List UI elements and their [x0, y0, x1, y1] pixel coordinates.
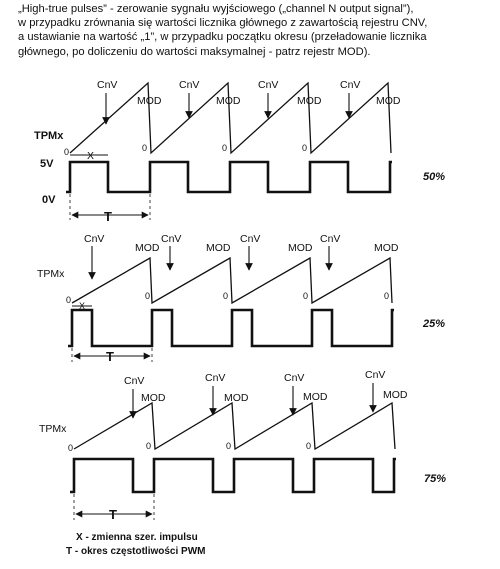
zero-label: 0 [302, 143, 308, 153]
description-line: w przypadku zrównania się wartości licznika głównego z zawartością rejestru CNV, [18, 17, 428, 30]
zero-label: 0 [384, 291, 390, 301]
zero-label: 0 [146, 441, 152, 451]
t-label: T [109, 507, 117, 522]
0v-label: 0V [42, 194, 56, 206]
mod-label: MOD [224, 392, 249, 404]
pwm-signal [68, 310, 394, 346]
cnv-label: CnV [240, 233, 261, 245]
zero-label: 0 [226, 441, 232, 451]
cnv-label: CnV [124, 375, 145, 387]
duty-cycle-label: 25% [423, 318, 446, 330]
duty-cycle-label: 50% [423, 171, 446, 183]
panel-50-percent [34, 79, 445, 224]
description-line: „High-true pulses” - zerowanie sygnału wyjściowego („channel N output signal”), [18, 3, 414, 15]
mod-label: MOD [141, 392, 166, 404]
mod-label: MOD [137, 95, 162, 107]
tpmx-label: TPMx [37, 268, 65, 280]
x-label: X [79, 301, 86, 311]
zero-label: 0 [64, 147, 70, 157]
tpmx-label: TPMx [34, 130, 64, 142]
mod-label: MOD [376, 95, 401, 107]
zero-label: 0 [68, 443, 74, 453]
cnv-label: CnV [179, 79, 200, 91]
zero-label: 0 [223, 291, 229, 301]
cnv-label: CnV [320, 233, 341, 245]
panel-75-percent [39, 369, 446, 522]
mod-label: MOD [297, 95, 322, 107]
panel-25-percent [37, 233, 445, 364]
counter-sawtooth [70, 83, 391, 153]
mod-label: MOD [216, 95, 241, 107]
cnv-label: CnV [205, 372, 226, 384]
mod-label: MOD [288, 242, 313, 254]
cnv-label: CnV [97, 79, 118, 91]
legend-t-text: T - okres częstotliwości PWM [66, 546, 206, 557]
counter-sawtooth [72, 258, 392, 303]
legend-x-text: X - zmienna szer. impulsu [76, 532, 198, 543]
cnv-label: CnV [365, 369, 386, 381]
cnv-label: CnV [84, 233, 105, 245]
t-label: T [104, 209, 112, 224]
cnv-label: CnV [161, 233, 182, 245]
zero-label: 0 [142, 143, 148, 153]
zero-label: 0 [303, 291, 309, 301]
counter-sawtooth [74, 403, 395, 449]
t-label: T [106, 349, 114, 364]
description-line: głównego, po doliczeniu do wartości maksymalnej - patrz rejestr MOD). [18, 45, 371, 58]
x-label: X [87, 150, 95, 162]
5v-label: 5V [40, 158, 54, 170]
zero-label: 0 [222, 143, 228, 153]
mod-label: MOD [374, 242, 399, 254]
tpmx-label: TPMx [39, 423, 67, 435]
cnv-label: CnV [258, 79, 279, 91]
mod-label: MOD [135, 242, 160, 254]
duty-cycle-label: 75% [424, 473, 447, 485]
zero-label: 0 [66, 295, 72, 305]
pwm-signal [66, 162, 392, 192]
mod-label: MOD [383, 389, 408, 401]
cnv-label: CnV [284, 372, 305, 384]
cnv-label: CnV [340, 79, 361, 91]
zero-label: 0 [145, 291, 151, 301]
mod-label: MOD [206, 242, 231, 254]
zero-label: 0 [306, 441, 312, 451]
mod-label: MOD [303, 391, 328, 403]
description-line: a ustawianie na wartość „1”, w przypadku początku okresu (przeładowanie licznika [18, 31, 427, 44]
pwm-signal [70, 459, 396, 492]
